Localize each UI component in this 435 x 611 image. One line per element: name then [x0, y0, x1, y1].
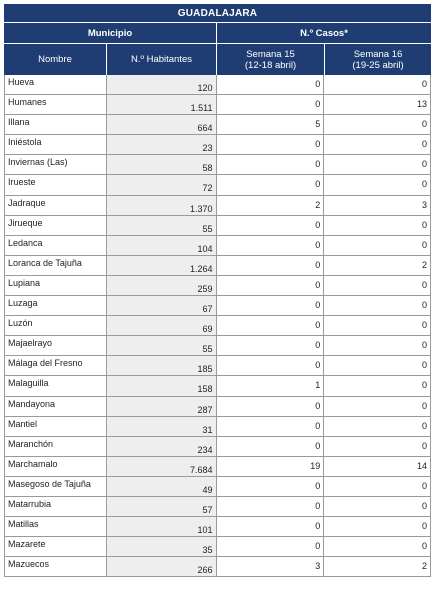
cell-semana15: 0	[217, 517, 325, 537]
cell-semana16: 0	[324, 397, 431, 417]
cell-habitantes: 55	[107, 336, 217, 356]
cell-nombre: Mandayona	[5, 397, 107, 417]
col-header-semana16-week: Semana 16	[353, 48, 403, 60]
cell-habitantes: 7.684	[107, 457, 217, 477]
cell-habitantes: 266	[107, 557, 217, 577]
cell-semana16: 0	[324, 175, 431, 195]
cell-semana15: 0	[217, 75, 325, 95]
cell-semana16: 0	[324, 336, 431, 356]
table-row	[5, 135, 431, 155]
cell-semana15: 0	[217, 95, 325, 115]
cell-nombre: Málaga del Fresno	[5, 356, 107, 376]
cell-semana15: 0	[217, 477, 325, 497]
col-header-semana15-dates: (12-18 abril)	[244, 59, 297, 71]
cell-semana16: 2	[324, 557, 431, 577]
table-row	[5, 316, 431, 336]
cell-semana15: 3	[217, 557, 325, 577]
cell-semana15: 2	[217, 196, 325, 216]
cell-habitantes: 120	[107, 75, 217, 95]
col-header-semana15	[216, 44, 324, 75]
cell-nombre: Marchamalo	[5, 457, 107, 477]
table-body	[4, 75, 431, 577]
municipio-group-header: Municipio	[87, 27, 133, 39]
cell-semana16: 0	[324, 236, 431, 256]
cell-semana16: 0	[324, 356, 431, 376]
cell-nombre: Mazuecos	[5, 557, 107, 577]
cell-semana16: 0	[324, 537, 431, 557]
cell-semana16: 0	[324, 75, 431, 95]
cell-nombre: Matillas	[5, 517, 107, 537]
cell-habitantes: 55	[107, 216, 217, 236]
table-row	[5, 537, 431, 557]
cell-nombre: Loranca de Tajuña	[5, 256, 107, 276]
table-row	[5, 75, 431, 95]
cell-semana16: 0	[324, 155, 431, 175]
cell-habitantes: 1.511	[107, 95, 217, 115]
cell-nombre: Luzaga	[5, 296, 107, 316]
cell-semana15: 0	[217, 397, 325, 417]
cell-habitantes: 49	[107, 477, 217, 497]
cell-habitantes: 101	[107, 517, 217, 537]
table-row	[5, 457, 431, 477]
cell-habitantes: 35	[107, 537, 217, 557]
cell-nombre: Jadraque	[5, 196, 107, 216]
table-row	[5, 95, 431, 115]
cell-semana15: 0	[217, 537, 325, 557]
cell-nombre: Majaelrayo	[5, 336, 107, 356]
cell-semana15: 0	[217, 336, 325, 356]
cell-nombre: Mantiel	[5, 417, 107, 437]
table-row	[5, 557, 431, 577]
casos-group-header: N.º Casos*	[216, 23, 431, 43]
cell-habitantes: 57	[107, 497, 217, 517]
cell-nombre: Humanes	[5, 95, 107, 115]
cell-habitantes: 104	[107, 236, 217, 256]
cell-semana16: 0	[324, 216, 431, 236]
cell-nombre: Irueste	[5, 175, 107, 195]
cell-nombre: Ledanca	[5, 236, 107, 256]
table-row	[5, 376, 431, 396]
cell-semana15: 5	[217, 115, 325, 135]
cell-nombre: Inviernas (Las)	[5, 155, 107, 175]
cell-semana16: 0	[324, 316, 431, 336]
table-row	[5, 115, 431, 135]
cell-semana15: 0	[217, 437, 325, 457]
cell-semana16: 0	[324, 437, 431, 457]
cell-semana15: 0	[217, 135, 325, 155]
cell-habitantes: 234	[107, 437, 217, 457]
cell-nombre: Mazarete	[5, 537, 107, 557]
cell-semana16: 14	[324, 457, 431, 477]
cell-semana15: 0	[217, 155, 325, 175]
table-row	[5, 196, 431, 216]
cell-habitantes: 185	[107, 356, 217, 376]
table-row	[5, 216, 431, 236]
table-row	[5, 356, 431, 376]
col-header-nombre: Nombre	[38, 54, 72, 65]
col-header-semana15-week: Semana 15	[246, 48, 295, 60]
cell-semana15: 0	[217, 417, 325, 437]
cell-habitantes: 1.264	[107, 256, 217, 276]
cell-semana15: 0	[217, 316, 325, 336]
cell-semana16: 0	[324, 497, 431, 517]
cell-habitantes: 69	[107, 316, 217, 336]
cell-habitantes: 664	[107, 115, 217, 135]
cell-semana15: 0	[217, 175, 325, 195]
cell-nombre: Maranchón	[5, 437, 107, 457]
cell-habitantes: 158	[107, 376, 217, 396]
cell-habitantes: 72	[107, 175, 217, 195]
cell-nombre: Iniéstola	[5, 135, 107, 155]
cell-semana15: 0	[217, 296, 325, 316]
table-row	[5, 175, 431, 195]
cell-nombre: Malaguilla	[5, 376, 107, 396]
cell-habitantes: 67	[107, 296, 217, 316]
table-row	[5, 517, 431, 537]
cell-nombre: Lupiana	[5, 276, 107, 296]
cell-nombre: Hueva	[5, 75, 107, 95]
cell-semana15: 0	[217, 356, 325, 376]
table-row	[5, 497, 431, 517]
cell-nombre: Illana	[5, 115, 107, 135]
cell-semana15: 0	[217, 236, 325, 256]
cell-nombre: Masegoso de Tajuña	[5, 477, 107, 497]
cell-semana15: 19	[217, 457, 325, 477]
cell-habitantes: 259	[107, 276, 217, 296]
cell-semana15: 0	[217, 497, 325, 517]
table-row	[5, 296, 431, 316]
cell-nombre: Jirueque	[5, 216, 107, 236]
col-header-habitantes: N.º Habitantes	[106, 44, 216, 75]
cell-habitantes: 31	[107, 417, 217, 437]
table-row	[5, 437, 431, 457]
cell-semana16: 13	[324, 95, 431, 115]
cell-semana16: 0	[324, 115, 431, 135]
table-row	[5, 397, 431, 417]
table-row	[5, 236, 431, 256]
cell-semana16: 3	[324, 196, 431, 216]
cell-semana15: 0	[217, 256, 325, 276]
cell-semana16: 2	[324, 256, 431, 276]
cell-semana16: 0	[324, 135, 431, 155]
cell-semana16: 0	[324, 276, 431, 296]
cell-semana16: 0	[324, 517, 431, 537]
province-header	[4, 4, 431, 22]
cell-semana16: 0	[324, 477, 431, 497]
table-row	[5, 417, 431, 437]
cell-nombre: Matarrubia	[5, 497, 107, 517]
table-row	[5, 276, 431, 296]
table-row	[5, 336, 431, 356]
cell-semana15: 1	[217, 376, 325, 396]
table-row	[5, 477, 431, 497]
table-row	[5, 256, 431, 276]
cases-table	[4, 4, 431, 577]
group-header-row	[4, 22, 431, 43]
column-header-row	[4, 43, 431, 75]
col-header-semana16	[324, 44, 431, 75]
cell-nombre: Luzón	[5, 316, 107, 336]
cell-semana15: 0	[217, 216, 325, 236]
cell-habitantes: 287	[107, 397, 217, 417]
table-row	[5, 155, 431, 175]
province-title: GUADALAJARA	[177, 7, 258, 19]
cell-semana16: 0	[324, 376, 431, 396]
cell-semana16: 0	[324, 296, 431, 316]
cell-semana16: 0	[324, 417, 431, 437]
cell-habitantes: 23	[107, 135, 217, 155]
cell-habitantes: 1.370	[107, 196, 217, 216]
col-header-semana16-dates: (19-25 abril)	[352, 59, 404, 71]
cell-habitantes: 58	[107, 155, 217, 175]
cell-semana15: 0	[217, 276, 325, 296]
